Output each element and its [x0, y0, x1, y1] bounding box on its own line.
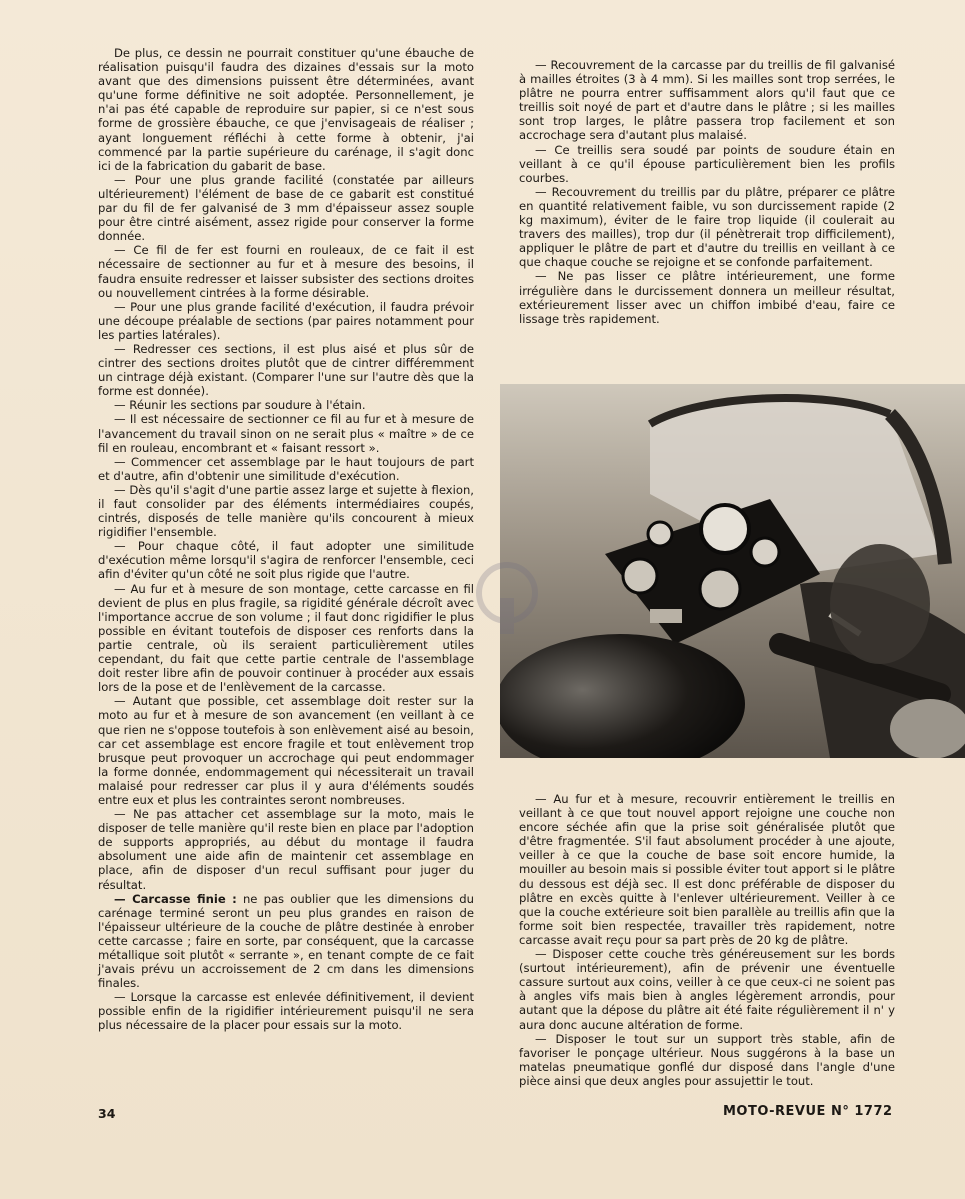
paragraph — [98, 892, 474, 991]
paragraph: — Recouvrement du treillis par du plâtre, préparer ce plâtre en quantité relativement faible, vu son durcissement rapide (2 kg maximum), éviter de le faire trop liquide (il coulerait au travers des mailles), trop dur (il pénètrerait trop difficilement), appliquer le plâtre de part et d'autre du treillis en veillant à ce que chaque couche se rejoigne et se confonde parfaitement. — [519, 184, 895, 270]
paragraph-text: — Pour une plus grande facilité (constatée par ailleurs ultérieurement) l'élément de base de ce gabarit est constitué par du fil de fer galvanisé de 3 mm d'épaisseur assez souple pour être cintré aisément, assez rigide pour conserver la forme donnée. — [98, 172, 474, 244]
paragraph-text: — Lorsque la carcasse est enlevée définitivement, il devient possible enfin de la rigidifier intérieurement puisqu'il ne sera plus nécessaire de la placer pour essais sur la moto. — [98, 990, 474, 1033]
paragraph-text: — Pour chaque côté, il faut adopter une similitude d'exécution même lorsqu'il s'agira de renforcer l'ensemble, ceci afin d'éviter qu'un côté ne soit plus rigide que l'autre. — [98, 539, 474, 582]
paragraph-text: — Il est nécessaire de sectionner ce fil au fur et à mesure de l'avancement du travail sinon on ne serait plus « maître » de ce fil en rouleau, encombrant et « faisant ressort ». — [98, 412, 474, 455]
right-column-bottom — [519, 792, 895, 1088]
paragraph-text: De plus, ce dessin ne pourrait constituer qu'une ébauche de réalisation puisqu'il faudra des dizaines d'essais sur la moto avant que des dimensions puissent être déterminées, avant qu'une forme définitive ne soit adoptée. Personnellement, je n'ai pas été capable de reproduire sur papier, si ce n'est sous forme de grossière ébauche, ce que j'envisageais de réaliser ; ayant longuement réfléchi à cette forme à obtenir, j'ai commencé par la partie supérieure du carénage, il s'agit donc ici de la fabrication du gabarit de base. — [98, 46, 474, 173]
page-number: 34 — [98, 1106, 116, 1121]
paragraph-text: ne pas oublier que les dimensions du carénage terminé seront un peu plus grandes en raison de l'épaisseur ultérieure de la couche de plâtre destinée à enrober cette carcasse ; faire en sorte, par conséquent, que la carcasse métallique soit plutôt « serrante », en tenant compte de ce fait j'avais prévu un accroissement de 2 cm dans les dimensions finales. — [98, 891, 474, 991]
paragraph — [98, 46, 474, 173]
paragraph-text: — Ce fil de fer est fourni en rouleaux, de ce fait il est nécessaire de sectionner au fur et à mesure des besoins, il faudra ensuite redresser et laisser subsister des sections droites ou nouvellement cintrées à la forme désirable. — [98, 243, 474, 300]
paragraph-lead: — Carcasse finie : — [114, 891, 237, 906]
paragraph — [98, 455, 474, 483]
paragraph-text: — Commencer cet assemblage par le haut toujours de part et d'autre, afin d'obtenir une similitude d'exécution. — [98, 454, 474, 483]
paragraph-text: — Ne pas attacher cet assemblage sur la moto, mais le disposer de telle manière qu'il reste bien en place par l'adoption de supports appropriés, au début du montage il faudra absolument une aide afin de maintenir cet assemblage en place, afin de disposer d'un recul suffisant pour juger du résultat. — [98, 807, 474, 892]
paragraph-text: — Au fur et à mesure de son montage, cette carcasse en fil devient de plus en plus fragile, sa rigidité générale décroît avec l'importance accrue de son volume ; il faut donc rigidifier le plus possible en évitant toutefois de disposer ces renforts dans la partie centrale, où ils seraient particulièrement utiles cependant, du fait que cette partie centrale de l'assemblage doit rester libre afin de pouvoir continuer à procéder aux essais lors de la pose et de l'enlèvement de la carcasse. — [98, 581, 474, 695]
paragraph: — Ne pas lisser ce plâtre intérieurement, une forme irrégulière dans le durcissement donnera un meilleur résultat, extérieurement lisser avec un chiffon imbibé d'eau, faire ce lissage très rapidement. — [519, 269, 895, 326]
watermark-logo — [472, 558, 542, 638]
magazine-issue: MOTO-REVUE N° 1772 — [723, 1104, 893, 1119]
paragraph: — Recouvrement de la carcasse par du treillis de fil galvanisé à mailles étroites (3 à 4 mm). Si les mailles sont trop serrées, le plâtre ne pourra entrer suffisamment alors qu'il faut que ce treillis soit noyé de part et d'autre dans le plâtre ; si les mailles sont trop larges, le plâtre passera trop facilement et son accrochage sera d'autant plus malaisé. — [519, 58, 895, 143]
paragraph: — Disposer le tout sur un support très stable, afin de favoriser le ponçage ultérieur. Nous suggérons à la base un matelas pneumatique gonflé dur disposé dans l'angle d'une pièce ainsi que deux angles pour assujettir le tout. — [519, 1031, 895, 1088]
paragraph-text: — Redresser ces sections, il est plus aisé et plus sûr de cintrer des sections droites plutôt que de cintrer différemment un cintrage déjà existant. (Comparer l'une sur l'autre dès que la forme est donnée). — [98, 341, 474, 399]
paragraph: — Ce treillis sera soudé par points de soudure étain en veillant à ce qu'il épouse particulièrement bien les profils courbes. — [519, 142, 895, 185]
paragraph: — Disposer cette couche très généreusement sur les bords (surtout intérieurement), afin de prévenir une éventuelle cassure surtout aux coins, veiller à ce que ceux-ci ne soient pas à angles vifs mais bien à angles légèrement arrondis, pour autant que la dépose du plâtre ait été faite régulièrement il n' y aura donc aucune altération de forme. — [519, 947, 895, 1032]
paragraph-text: — Autant que possible, cet assemblage doit rester sur la moto au fur et à mesure de son avancement (en veillant à ce que rien ne s'oppose toutefois à son enlèvement aisé au besoin, car cet assemblage est encore fragile et tout enlèvement trop brusque peut provoquer un accrochage qui peut endommager la forme donnée, endommagement qui nécessiterait un travail malaisé pour redresser car plus il y aura d'éléments soudés entre eux et plus les contraintes seront nombreuses. — [98, 694, 474, 807]
paragraph — [98, 694, 474, 807]
paragraph — [98, 243, 474, 299]
paragraph-text: — Réunir les sections par soudure à l'étain. — [114, 398, 366, 413]
paragraph — [98, 990, 474, 1032]
photo-illustration — [500, 384, 965, 758]
paragraph — [98, 412, 474, 454]
paragraph: — Au fur et à mesure, recouvrir entièrement le treillis en veillant à ce que tout nouvel apport rejoigne une couche non encore séchée afin que la prise soit généralisée plutôt que d'être fragmentée. S'il faut absolument procéder à une ajoute, veiller à ce que la couche de base soit encore humide, la mouiller au besoin mais si possible éviter tout apport si le plâtre du dessous est déjà sec. Il est donc préférable de disposer du plâtre en excès quitte à l'enlever ultérieurement. Veiller à ce que la couche extérieure soit bien parallèle au treillis afin que la forme soit bien respectée, travailler très rapidement, notre carcasse avait reçu pour sa part près de 20 kg de plâtre. — [519, 792, 895, 947]
paragraph — [98, 342, 474, 398]
paragraph — [98, 173, 474, 243]
paragraph-text: — Dès qu'il s'agit d'une partie assez large et sujette à flexion, il faut consolider par des éléments intermédiaires coupés, cintrés, disposés de telle manière qu'ils concourent à mieux rigidifier l'ensemble. — [98, 482, 474, 540]
paragraph — [98, 539, 474, 581]
paragraph — [98, 807, 474, 892]
paragraph-text: — Pour une plus grande facilité d'exécution, il faudra prévoir une découpe préalable de sections (par paires notamment pour les parties latérales). — [98, 299, 474, 342]
paragraph — [98, 483, 474, 539]
paragraph — [98, 582, 474, 695]
left-column — [98, 46, 474, 1033]
paragraph — [98, 398, 474, 412]
right-column-top — [519, 58, 895, 326]
motorcycle-fairing-photo — [500, 384, 965, 758]
paragraph — [98, 300, 474, 342]
